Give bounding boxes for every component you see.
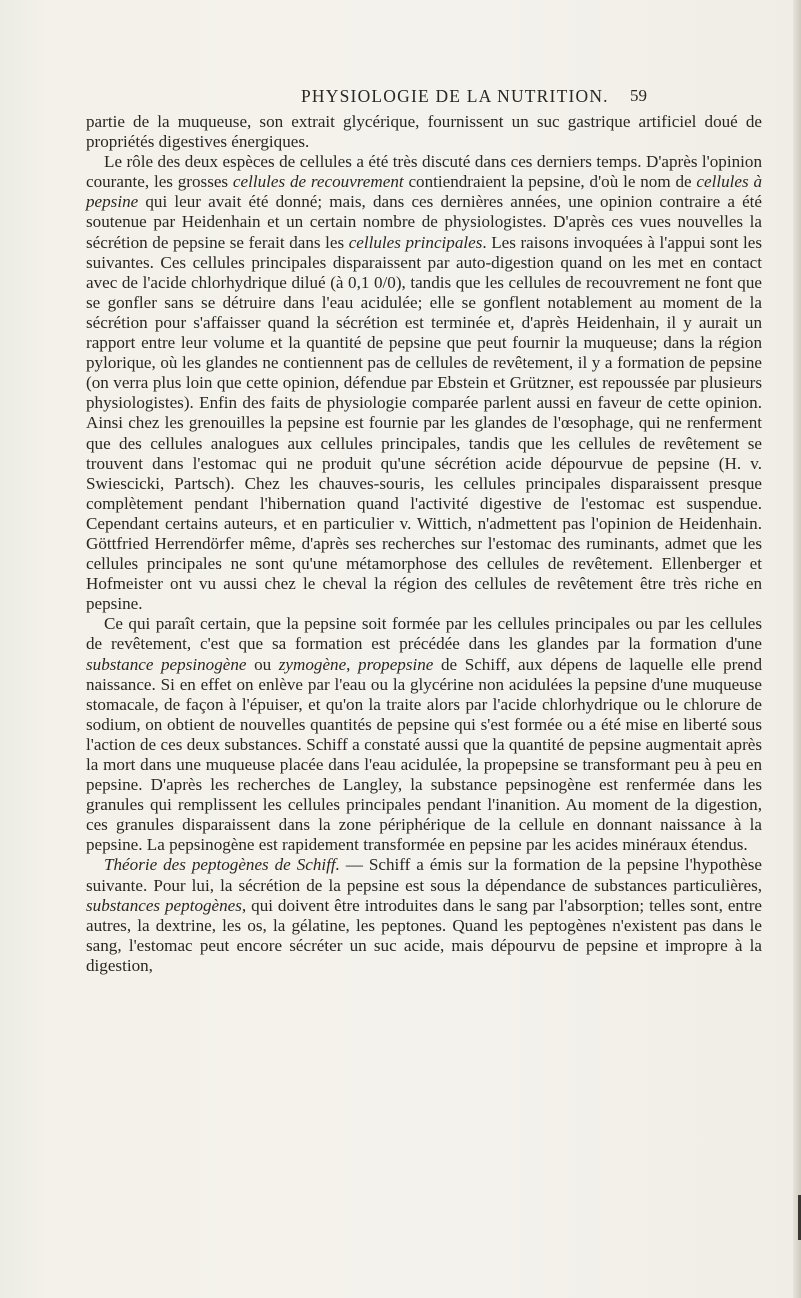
text-span: — Schiff a émis sur la formation de la pepsine l'hypothèse suivante. Pour lui, la sécrétion de la pepsine est sous la dépendance de substances particulières, [86, 855, 762, 895]
text-span: ou [246, 654, 279, 674]
page-edge [793, 0, 801, 1298]
body-text [86, 112, 762, 976]
running-title: PHYSIOLOGIE DE LA NUTRITION. [301, 86, 609, 106]
paragraph-2 [86, 152, 762, 614]
italic-term: cellules principales [348, 232, 483, 252]
text-span: Le rôle des deux espèces de cellules a été très discuté dans ces derniers temps. D'après l'opinion courante, les grosses [86, 152, 762, 192]
text-span: contiendraient la pepsine, d'où le nom de [403, 172, 697, 192]
text-span: qui leur avait été donné; mais, dans ces dernières années, une opinion contraire a été soutenue par Heidenhain et un certain nombre de physiologistes. D'après ces vues nouvelles la sécrétion de pepsine se ferait dans les [86, 192, 762, 252]
paragraph-4 [86, 855, 762, 976]
italic-term: substance pepsinogène [86, 654, 247, 674]
page-header [0, 86, 801, 108]
text-span: , qui doivent être introduites dans le sang par l'absorption; telles sont, entre autres, la dextrine, les os, la gélatine, les peptones. Quand les peptogènes n'existent pas dans le sang, l'estomac peut encore sécréter un suc acide, mais dépourvu de pepsine et impropre à la digestion, [86, 895, 762, 975]
section-heading-inline: Théorie des peptogènes de Schiff. [104, 855, 340, 875]
text-span: , [346, 654, 359, 674]
text-span: Ce qui paraît certain, que la pepsine soit formée par les cellules principales ou par les cellules de revêtement, c'est que sa formation est précédée dans les glandes par la formation d'une [86, 614, 762, 654]
italic-term: cellules à pepsine [86, 172, 763, 212]
text-span: de Schiff, aux dépens de laquelle elle prend naissance. Si en effet on enlève par l'eau ou la glycérine non acidulées la pepsine d'une muqueuse stomacale, de façon à l'épuiser, et qu'on la traite alors par l'acide chlorhydrique ou le chlorure de sodium, on obtient de nouvelles quantités de pepsine qui s'est formée ou a été mise en liberté sous l'action de ces deux substances. Schiff a constaté aussi que la quantité de pepsine augmentait après la mort dans une muqueuse placée dans l'eau acidulée, la propepsine se transformant peu à peu en pepsine. D'après les recherches de Langley, la substance pepsinogène est renfermée dans les granules qui remplissent les cellules principales pendant l'inanition. Au moment de la digestion, ces granules disparaissent dans la zone périphérique de la cellule en donnant naissance à la pepsine. La pepsinogène est rapidement transformée en pepsine par les acides minéraux étendus. [86, 654, 763, 855]
text-span: . Les raisons invoquées à l'appui sont les suivantes. Ces cellules principales disparaissent par auto-digestion quand on les met en contact avec de l'acide chlorhydrique dilué (à 0,1 0/0), tandis que les cellules de recouvrement ne font que se gonfler sans se détruire dans l'eau acidulée; elle se gonflent notablement au moment de la sécrétion pour s'affaisser quand la sécrétion est terminée et, d'après Heidenhain, il y aurait un rapport entre leur volume et la quantité de pepsine que peut fournir la muqueuse; dans la région pylorique, où les glandes ne contiennent pas de cellules de revêtement, il y a formation de pepsine (on verra plus loin que cette opinion, défendue par Ebstein et Grützner, est repoussée par plusieurs physiologistes). Enfin des faits de physiologie comparée parlent aussi en faveur de cette opinion. Ainsi chez les grenouilles la pepsine est fournie par les glandes de l'œsophage, qui ne renferment que des cellules analogues aux cellules principales, tandis que les cellules de revêtement se trouvent dans l'estomac qui ne produit qu'une sécrétion acide dépourvue de pepsine (H. v. Swiescicki, Partsch). Chez les chauves-souris, les cellules principales disparaissent presque complètement pendant l'hibernation quand l'activité digestive de l'estomac est suspendue. Cependant certains auteurs, et en particulier v. Wittich, n'admettent pas l'opinion de Heidenhain. Göttfried Herrendörfer même, d'après ses recherches sur l'estomac des ruminants, admet que les cellules principales ne sont qu'une métamorphose des cellules de revêtement. Ellenberger et Hofmeister ont vu aussi chez le cheval la région des cellules de revêtement être très riche en pepsine. [86, 232, 762, 614]
page-number: 59 [630, 86, 647, 105]
paragraph-3 [86, 614, 762, 855]
italic-term: propepsine [358, 654, 434, 674]
italic-term: substances peptogènes [86, 895, 242, 915]
paragraph-1: partie de la muqueuse, son extrait glycérique, fournissent un suc gastrique artificiel doué de propriétés digestives énergiques. [86, 112, 762, 152]
italic-term: zymogène [278, 654, 347, 674]
italic-term: cellules de recouvrement [232, 172, 404, 192]
